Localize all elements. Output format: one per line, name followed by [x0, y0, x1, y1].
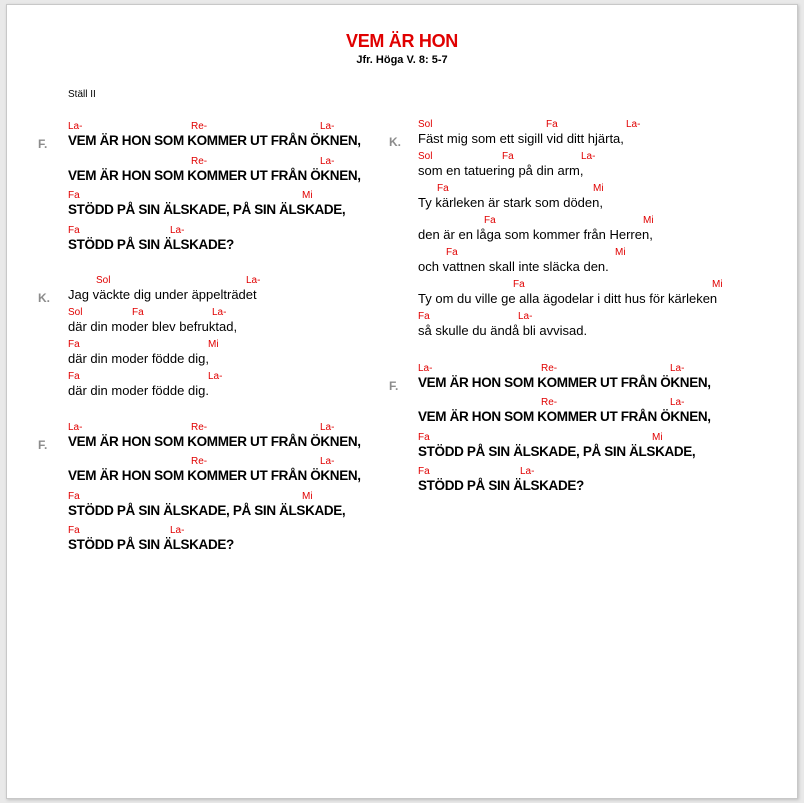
- chord: Fa: [68, 491, 80, 502]
- lyric-text: STÖDD PÅ SIN ÄLSKADE?: [68, 537, 234, 552]
- lyric-text: som en tatuering på din arm,: [418, 163, 584, 178]
- chord: Fa: [418, 311, 430, 322]
- chord: Fa: [484, 215, 496, 226]
- section-marker-f: F.: [38, 438, 48, 452]
- lyric-text: VEM ÄR HON SOM KOMMER UT FRÅN ÖKNEN,: [68, 133, 361, 148]
- chord: Mi: [652, 432, 663, 443]
- chord: Mi: [643, 215, 654, 226]
- chord: La-: [670, 397, 685, 408]
- chord: Fa: [437, 183, 449, 194]
- section-marker-f: F.: [38, 137, 48, 151]
- chord: Fa: [418, 432, 430, 443]
- chord: Fa: [418, 466, 430, 477]
- lyric-text: så skulle du ändå bli avvisad.: [418, 323, 588, 338]
- chord: La-: [518, 311, 533, 322]
- chord: Mi: [593, 183, 604, 194]
- chord: Mi: [302, 491, 313, 502]
- chord: Mi: [712, 279, 723, 290]
- song-title: VEM ÄR HON: [345, 31, 458, 51]
- song-subtitle: Jfr. Höga V. 8: 5-7: [356, 54, 448, 66]
- chord: Re-: [191, 121, 208, 132]
- chord: Sol: [418, 151, 433, 162]
- chord: Fa: [68, 371, 80, 382]
- lyric-text: Ty om du ville ge alla ägodelar i ditt hus för kärleken: [418, 291, 718, 306]
- chord: Sol: [68, 307, 83, 318]
- chord: La-: [670, 363, 685, 374]
- lyric-text: och vattnen skall inte släcka den.: [418, 259, 609, 274]
- chord: Re-: [191, 156, 208, 167]
- lyric-text: VEM ÄR HON SOM KOMMER UT FRÅN ÖKNEN,: [68, 468, 361, 483]
- lyric-text: VEM ÄR HON SOM KOMMER UT FRÅN ÖKNEN,: [68, 434, 361, 449]
- lyric-text: STÖDD PÅ SIN ÄLSKADE?: [418, 478, 584, 493]
- chord: Fa: [513, 279, 525, 290]
- chord: La-: [68, 422, 83, 433]
- lyric-text: där din moder födde dig,: [68, 351, 209, 366]
- lyric-text: den är en låga som kommer från Herren,: [418, 227, 653, 242]
- chord: Sol: [96, 275, 111, 286]
- chord: La-: [68, 121, 83, 132]
- lyric-text: Fäst mig som ett sigill vid ditt hjärta,: [418, 131, 624, 146]
- chord: Fa: [68, 525, 80, 536]
- lyric-text: STÖDD PÅ SIN ÄLSKADE, PÅ SIN ÄLSKADE,: [68, 503, 346, 518]
- chord: La-: [418, 363, 433, 374]
- lyric-text: Ty kärleken är stark som döden,: [418, 195, 603, 210]
- section-marker-k: K.: [389, 135, 401, 149]
- chord: La-: [170, 225, 185, 236]
- chord: Fa: [68, 190, 80, 201]
- chord: Re-: [191, 422, 208, 433]
- section-marker-k: K.: [38, 291, 50, 305]
- chord: Mi: [302, 190, 313, 201]
- chord: La-: [246, 275, 261, 286]
- chord: Fa: [546, 119, 558, 130]
- lyric-text: där din moder blev befruktad,: [68, 319, 238, 334]
- lyric-text: STÖDD PÅ SIN ÄLSKADE, PÅ SIN ÄLSKADE,: [418, 444, 696, 459]
- chord: La-: [170, 525, 185, 536]
- chord: La-: [581, 151, 596, 162]
- chord: La-: [320, 156, 335, 167]
- lyric-text: VEM ÄR HON SOM KOMMER UT FRÅN ÖKNEN,: [418, 375, 711, 390]
- chord: Re-: [191, 456, 208, 467]
- lyric-text: VEM ÄR HON SOM KOMMER UT FRÅN ÖKNEN,: [418, 409, 711, 424]
- chord: Fa: [68, 225, 80, 236]
- chord: La-: [320, 121, 335, 132]
- chord: Mi: [615, 247, 626, 258]
- song-page: [6, 4, 798, 799]
- chord: Fa: [502, 151, 514, 162]
- lyric-text: STÖDD PÅ SIN ÄLSKADE, PÅ SIN ÄLSKADE,: [68, 202, 346, 217]
- chord: Re-: [541, 363, 558, 374]
- chord: La-: [212, 307, 227, 318]
- chord: La-: [520, 466, 535, 477]
- chord: La-: [320, 422, 335, 433]
- chord: La-: [320, 456, 335, 467]
- chord: Mi: [208, 339, 219, 350]
- chord: La-: [208, 371, 223, 382]
- capo-note: Ställ II: [68, 89, 96, 100]
- chord: La-: [626, 119, 641, 130]
- chord: Fa: [446, 247, 458, 258]
- chord: Fa: [68, 339, 80, 350]
- lyric-text: där din moder födde dig.: [68, 383, 209, 398]
- lyric-text: VEM ÄR HON SOM KOMMER UT FRÅN ÖKNEN,: [68, 168, 361, 183]
- lyric-text: Jag väckte dig under äppelträdet: [68, 287, 257, 302]
- section-marker-f: F.: [389, 379, 399, 393]
- chord: Fa: [132, 307, 144, 318]
- chord: Re-: [541, 397, 558, 408]
- chord: Sol: [418, 119, 433, 130]
- lyric-text: STÖDD PÅ SIN ÄLSKADE?: [68, 237, 234, 252]
